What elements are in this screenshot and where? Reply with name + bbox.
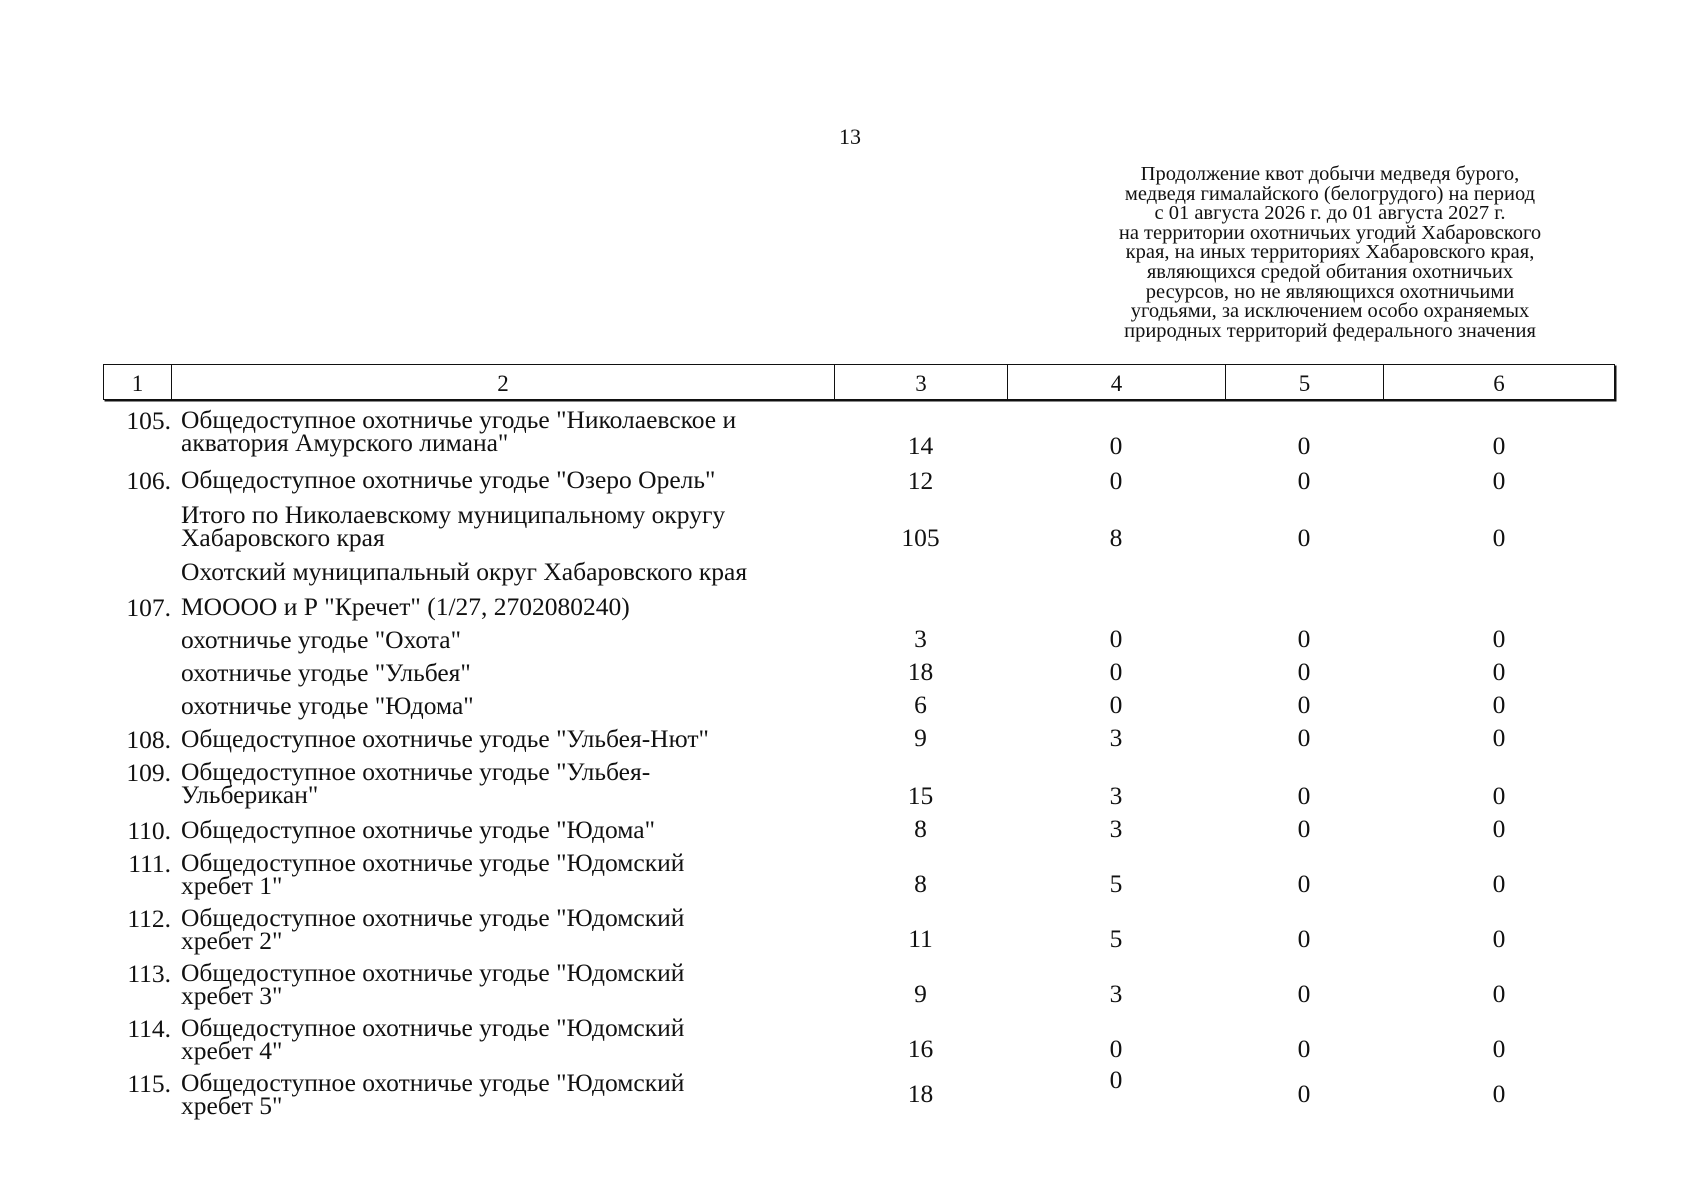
cell-c5 xyxy=(1225,552,1383,587)
row-number: 113. xyxy=(127,959,171,988)
cell-value: 9 xyxy=(914,723,927,752)
cell-c6 xyxy=(1383,719,1615,752)
cell-value: 0 xyxy=(1492,869,1506,898)
cell-value: 0 xyxy=(1109,466,1123,495)
table-row xyxy=(103,898,1615,953)
row-name-line: Общедоступное охотничье угодье "Юдома" xyxy=(181,815,655,844)
cell-value: 0 xyxy=(1109,1034,1123,1063)
row-name-line: Общедоступное охотничье угодье "Ульбея-Нют" xyxy=(181,724,709,753)
cell-value: 0 xyxy=(1492,781,1506,810)
cell-c4 xyxy=(1007,843,1225,898)
cell-c4 xyxy=(1007,1063,1225,1108)
column-number: 3 xyxy=(835,365,1008,399)
cell-c6 xyxy=(1383,810,1615,843)
row-name xyxy=(171,1008,834,1063)
cell-c3 xyxy=(834,620,1007,653)
cell-value: 12 xyxy=(907,466,934,495)
table-row xyxy=(103,620,1615,653)
cell-c5 xyxy=(1225,1008,1383,1063)
header-note-line: края, на иных территориях Хабаровского края, xyxy=(1125,241,1535,264)
header-note xyxy=(1060,165,1600,341)
cell-c3 xyxy=(834,552,1007,587)
cell-value: 16 xyxy=(907,1034,934,1063)
cell-c5 xyxy=(1225,587,1383,620)
row-name xyxy=(171,400,834,460)
cell-c5 xyxy=(1225,460,1383,495)
cell-c5 xyxy=(1225,686,1383,719)
row-number: 107. xyxy=(126,593,171,622)
row-name-line: Общедоступное охотничье угодье "Юдомский xyxy=(181,848,685,877)
row-name-line: Общедоступное охотничье угодье "Юдомский xyxy=(181,1013,685,1042)
cell-value: 3 xyxy=(914,624,927,653)
row-name-line: Итого по Николаевскому муниципальному округу xyxy=(181,500,726,529)
cell-value: 0 xyxy=(1297,869,1311,898)
cell-value: 6 xyxy=(914,690,927,719)
row-name xyxy=(171,653,834,686)
cell-c4 xyxy=(1007,653,1225,686)
row-name-line: хребет 4" xyxy=(181,1036,283,1065)
row-name xyxy=(171,495,834,552)
cell-c3 xyxy=(834,400,1007,460)
header-note-line: с 01 августа 2026 г. до 01 августа 2027 г. xyxy=(1154,202,1506,225)
cell-value: 0 xyxy=(1297,431,1311,460)
cell-c5 xyxy=(1225,719,1383,752)
row-name-line: Общедоступное охотничье угодье "Ульбея- xyxy=(181,757,651,786)
row-number xyxy=(103,653,171,686)
row-name xyxy=(171,620,834,653)
cell-c4 xyxy=(1007,752,1225,810)
header-note-line: на территории охотничьих угодий Хабаровского xyxy=(1118,221,1542,244)
column-number-header xyxy=(103,364,1615,400)
cell-c4 xyxy=(1007,686,1225,719)
cell-value: 0 xyxy=(1109,690,1123,719)
cell-c5 xyxy=(1225,1063,1383,1108)
cell-c6 xyxy=(1383,898,1615,953)
row-number: 109. xyxy=(126,758,171,787)
table-row xyxy=(103,686,1615,719)
table-row xyxy=(103,843,1615,898)
cell-c3 xyxy=(834,1008,1007,1063)
row-number: 106. xyxy=(126,466,171,495)
cell-c3 xyxy=(834,460,1007,495)
cell-c6 xyxy=(1383,495,1615,552)
cell-c6 xyxy=(1383,460,1615,495)
cell-c3 xyxy=(834,653,1007,686)
row-number: 105. xyxy=(126,406,171,435)
row-name xyxy=(171,810,834,843)
cell-c3 xyxy=(834,752,1007,810)
row-name xyxy=(171,752,834,810)
cell-value: 0 xyxy=(1297,924,1311,953)
cell-value: 0 xyxy=(1492,979,1506,1008)
table-row xyxy=(103,1008,1615,1063)
row-name-line: Охотский муниципальный округ Хабаровского края xyxy=(181,557,748,586)
row-number: 110. xyxy=(127,816,171,845)
cell-c4 xyxy=(1007,460,1225,495)
cell-c6 xyxy=(1383,653,1615,686)
cell-c6 xyxy=(1383,1008,1615,1063)
cell-value: 0 xyxy=(1492,624,1506,653)
table-row xyxy=(103,400,1615,460)
table-row xyxy=(103,810,1615,843)
row-name xyxy=(171,719,834,752)
cell-c3 xyxy=(834,686,1007,719)
cell-c4 xyxy=(1007,1008,1225,1063)
row-name-line: охотничье угодье "Юдома" xyxy=(181,691,474,720)
cell-c6 xyxy=(1383,1063,1615,1108)
cell-value: 0 xyxy=(1297,690,1311,719)
cell-value: 0 xyxy=(1492,657,1506,686)
header-note-line: угодьями, за исключением особо охраняемых xyxy=(1130,300,1530,323)
cell-c3 xyxy=(834,843,1007,898)
cell-value: 0 xyxy=(1297,1034,1311,1063)
cell-value: 14 xyxy=(907,431,934,460)
cell-value: 105 xyxy=(901,523,940,552)
column-number: 4 xyxy=(1008,365,1226,399)
cell-value: 0 xyxy=(1297,979,1311,1008)
row-number xyxy=(103,552,171,587)
cell-c5 xyxy=(1225,953,1383,1008)
table-row xyxy=(103,1063,1615,1120)
column-number: 6 xyxy=(1493,371,1505,396)
cell-c4 xyxy=(1007,719,1225,752)
cell-value: 0 xyxy=(1492,814,1506,843)
cell-c3 xyxy=(834,898,1007,953)
cell-c5 xyxy=(1225,752,1383,810)
row-name xyxy=(171,686,834,719)
cell-value: 18 xyxy=(907,1079,934,1108)
row-number: 111. xyxy=(128,849,171,878)
row-number: 112. xyxy=(127,904,171,933)
table-row xyxy=(103,752,1615,810)
cell-c6 xyxy=(1383,587,1615,620)
row-name-line: хребет 5" xyxy=(181,1091,283,1120)
cell-value: 3 xyxy=(1109,723,1123,752)
row-number: 115. xyxy=(127,1069,171,1098)
cell-c5 xyxy=(1225,653,1383,686)
row-name xyxy=(171,587,834,620)
column-number: 1 xyxy=(104,365,172,399)
row-name-line: Общедоступное охотничье угодье "Юдомский xyxy=(181,958,685,987)
row-name-line: Хабаровского края xyxy=(181,523,385,552)
cell-c4 xyxy=(1007,552,1225,587)
row-name-line: хребет 3" xyxy=(181,981,283,1010)
row-name-line: Общедоступное охотничье угодье "Юдомский xyxy=(181,903,685,932)
cell-c4 xyxy=(1007,898,1225,953)
cell-value: 0 xyxy=(1492,690,1506,719)
row-number: 108. xyxy=(126,725,171,754)
cell-c6 xyxy=(1383,620,1615,653)
cell-c6 xyxy=(1383,843,1615,898)
cell-c3 xyxy=(834,587,1007,620)
row-name-line: Общедоступное охотничье угодье "Юдомский xyxy=(181,1068,685,1097)
cell-value: 0 xyxy=(1492,431,1506,460)
cell-value: 15 xyxy=(907,781,934,810)
cell-c6 xyxy=(1383,400,1615,460)
cell-c6 xyxy=(1383,686,1615,719)
cell-value: 8 xyxy=(914,869,927,898)
cell-c6 xyxy=(1383,752,1615,810)
cell-value: 0 xyxy=(1492,1079,1506,1108)
row-name-line: Общедоступное охотничье угодье "Озеро Орель" xyxy=(181,465,716,494)
cell-c5 xyxy=(1225,620,1383,653)
cell-c4 xyxy=(1007,495,1225,552)
cell-value: 0 xyxy=(1297,523,1311,552)
cell-c5 xyxy=(1225,843,1383,898)
cell-c5 xyxy=(1225,400,1383,460)
cell-value: 0 xyxy=(1297,657,1311,686)
page-number: 13 xyxy=(839,124,861,149)
cell-c4 xyxy=(1007,587,1225,620)
cell-value: 8 xyxy=(1109,523,1123,552)
cell-value: 18 xyxy=(907,657,934,686)
cell-value: 5 xyxy=(1109,869,1123,898)
row-number xyxy=(103,620,171,653)
cell-value: 8 xyxy=(914,814,927,843)
row-name-line: Ульберикан" xyxy=(181,780,319,809)
row-name-line: Общедоступное охотничье угодье "Николаевское и xyxy=(181,405,737,434)
cell-value: 0 xyxy=(1492,1034,1506,1063)
row-name-line: хребет 1" xyxy=(181,871,283,900)
cell-value: 0 xyxy=(1297,466,1311,495)
cell-value: 0 xyxy=(1492,723,1506,752)
cell-value: 3 xyxy=(1109,814,1123,843)
cell-value: 0 xyxy=(1297,723,1311,752)
cell-value: 0 xyxy=(1492,924,1506,953)
cell-c3 xyxy=(834,810,1007,843)
table-row xyxy=(103,460,1615,495)
header-note-line: природных территорий федерального значения xyxy=(1124,319,1536,342)
cell-value: 0 xyxy=(1492,466,1506,495)
table-row xyxy=(103,653,1615,686)
row-name-line: хребет 2" xyxy=(181,926,283,955)
cell-value: 0 xyxy=(1109,657,1123,686)
cell-value: 0 xyxy=(1109,1065,1123,1094)
cell-value: 5 xyxy=(1109,924,1123,953)
cell-value: 0 xyxy=(1297,781,1311,810)
cell-value: 0 xyxy=(1109,624,1123,653)
cell-c3 xyxy=(834,953,1007,1008)
cell-value: 9 xyxy=(914,979,927,1008)
row-number xyxy=(103,495,171,552)
cell-c4 xyxy=(1007,620,1225,653)
row-name xyxy=(171,552,834,587)
cell-c3 xyxy=(834,1063,1007,1108)
row-name-line: акватория Амурского лимана" xyxy=(181,428,509,457)
cell-value: 0 xyxy=(1109,431,1123,460)
row-name xyxy=(171,953,834,1008)
row-name-line: охотничье угодье "Ульбея" xyxy=(181,658,471,687)
cell-c4 xyxy=(1007,953,1225,1008)
cell-value: 11 xyxy=(908,924,933,953)
cell-value: 3 xyxy=(1109,781,1123,810)
row-number: 114. xyxy=(127,1014,171,1043)
cell-value: 0 xyxy=(1297,624,1311,653)
cell-c3 xyxy=(834,495,1007,552)
quota-table-body xyxy=(103,400,1615,1120)
column-number: 2 xyxy=(172,365,835,399)
cell-c4 xyxy=(1007,810,1225,843)
column-number: 5 xyxy=(1226,365,1384,399)
cell-value: 0 xyxy=(1297,814,1311,843)
table-row xyxy=(103,495,1615,552)
row-name xyxy=(171,1063,834,1120)
cell-c4 xyxy=(1007,400,1225,460)
cell-c6 xyxy=(1383,953,1615,1008)
table-row xyxy=(103,953,1615,1008)
cell-value: 0 xyxy=(1492,523,1506,552)
row-number xyxy=(103,686,171,719)
cell-c5 xyxy=(1225,810,1383,843)
row-name-line: охотничье угодье "Охота" xyxy=(181,625,461,654)
cell-c5 xyxy=(1225,898,1383,953)
row-name xyxy=(171,898,834,953)
cell-value: 0 xyxy=(1297,1079,1311,1108)
table-row xyxy=(103,719,1615,752)
row-name xyxy=(171,843,834,898)
table-row xyxy=(103,587,1615,620)
cell-c5 xyxy=(1225,495,1383,552)
row-name-line: МОООО и Р "Кречет" (1/27, 2702080240) xyxy=(181,592,630,621)
table-row xyxy=(103,552,1615,587)
header-note-line: Продолжение квот добычи медведя бурого, xyxy=(1140,163,1520,185)
cell-c3 xyxy=(834,719,1007,752)
cell-value: 3 xyxy=(1109,979,1123,1008)
cell-c6 xyxy=(1383,552,1615,587)
header-note-line: медведя гималайского (белогрудого) на период xyxy=(1124,182,1536,205)
header-note-line: ресурсов, но не являющихся охотничьими xyxy=(1145,280,1515,303)
row-name xyxy=(171,460,834,495)
header-note-line: являющихся средой обитания охотничьих xyxy=(1146,260,1514,283)
